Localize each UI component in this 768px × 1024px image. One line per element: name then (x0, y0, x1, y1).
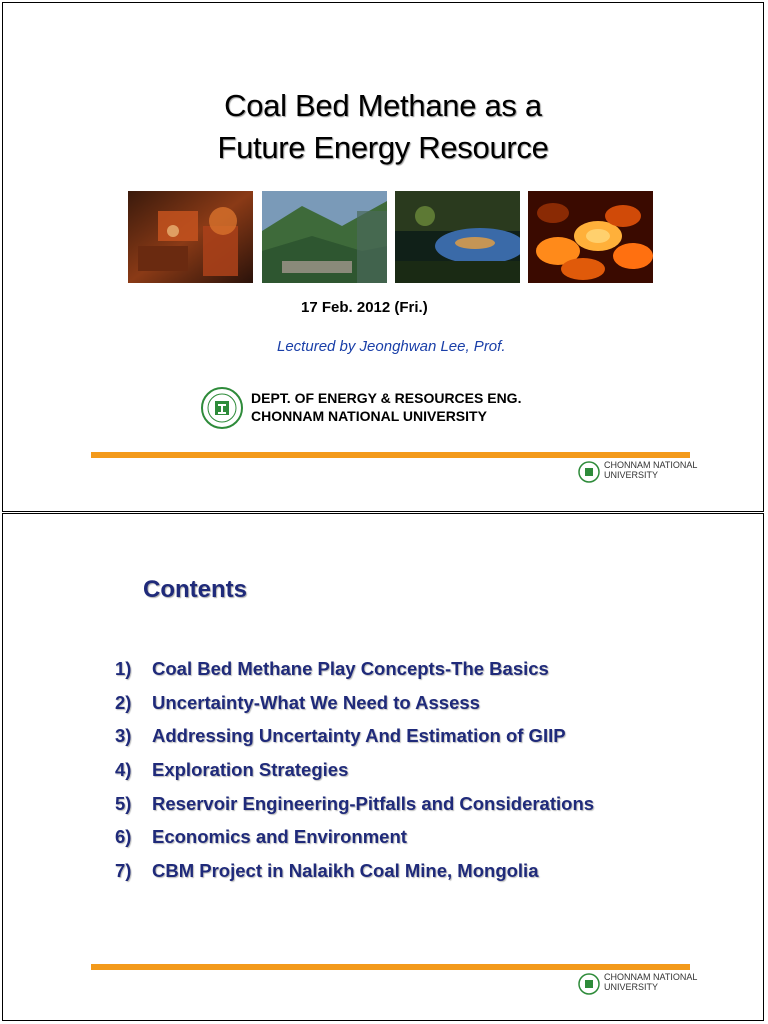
slide-title (3, 85, 763, 169)
university-seal-icon (578, 973, 600, 995)
footer-logo (578, 460, 728, 490)
contents-item-text: Addressing Uncertainty And Estimation of GIIP (152, 725, 566, 747)
contents-item-number: 1) (115, 658, 132, 679)
university-name: CHONNAM NATIONAL UNIVERSITY (251, 408, 487, 424)
contents-item-text: Reservoir Engineering-Pitfalls and Considerations (152, 792, 595, 814)
coal-mine-machinery-photo (128, 191, 253, 283)
university-seal-icon (578, 461, 600, 483)
contents-item-text: Uncertainty-What We Need to Assess (152, 691, 480, 713)
orange-divider (91, 452, 690, 458)
department-block (251, 389, 521, 425)
title-slide (2, 2, 764, 512)
footer-text (604, 460, 697, 480)
contents-item-text: Exploration Strategies (152, 759, 349, 781)
contents-item-number: 4) (115, 759, 132, 781)
title-line-2: Future Energy Resource (217, 130, 549, 165)
contents-slide (2, 513, 764, 1021)
contents-item (115, 759, 594, 793)
contents-item-number: 7) (115, 860, 132, 882)
contents-item (115, 826, 594, 860)
orange-divider (91, 964, 690, 970)
department-name: DEPT. OF ENERGY & RESOURCES ENG. (251, 390, 522, 406)
title-line-1: Coal Bed Methane as a (224, 88, 542, 123)
contents-item-number: 5) (115, 792, 132, 814)
contents-item (115, 860, 594, 894)
lake-sunset-photo (395, 191, 520, 283)
contents-item (115, 725, 594, 759)
footer-line-2: UNIVERSITY (604, 470, 659, 480)
mountain-landscape-photo (262, 191, 387, 283)
contents-heading: Contents (143, 576, 247, 603)
contents-item-text: Coal Bed Methane Play Concepts-The Basics (152, 658, 549, 679)
footer-line-2: UNIVERSITY (604, 982, 659, 992)
contents-item (115, 658, 594, 692)
burning-coal-photo (528, 191, 653, 283)
university-seal-icon (200, 386, 244, 430)
contents-item (115, 692, 594, 726)
contents-item-number: 3) (115, 725, 132, 747)
contents-item (115, 793, 594, 827)
lecturer-name: Lectured by Jeonghwan Lee, Prof. (277, 338, 506, 355)
footer-text (604, 972, 697, 992)
footer-logo (578, 972, 728, 1002)
contents-item-number: 6) (115, 826, 132, 848)
footer-line-1: CHONNAM NATIONAL (604, 460, 698, 470)
photo-strip (128, 191, 653, 283)
footer-line-1: CHONNAM NATIONAL (604, 972, 698, 982)
contents-item-number: 2) (115, 691, 132, 713)
contents-item-text: Economics and Environment (152, 826, 407, 848)
contents-item-text: CBM Project in Nalaikh Coal Mine, Mongolia (152, 860, 539, 882)
lecture-date: 17 Feb. 2012 (Fri.) (301, 299, 428, 316)
contents-list (115, 658, 594, 894)
